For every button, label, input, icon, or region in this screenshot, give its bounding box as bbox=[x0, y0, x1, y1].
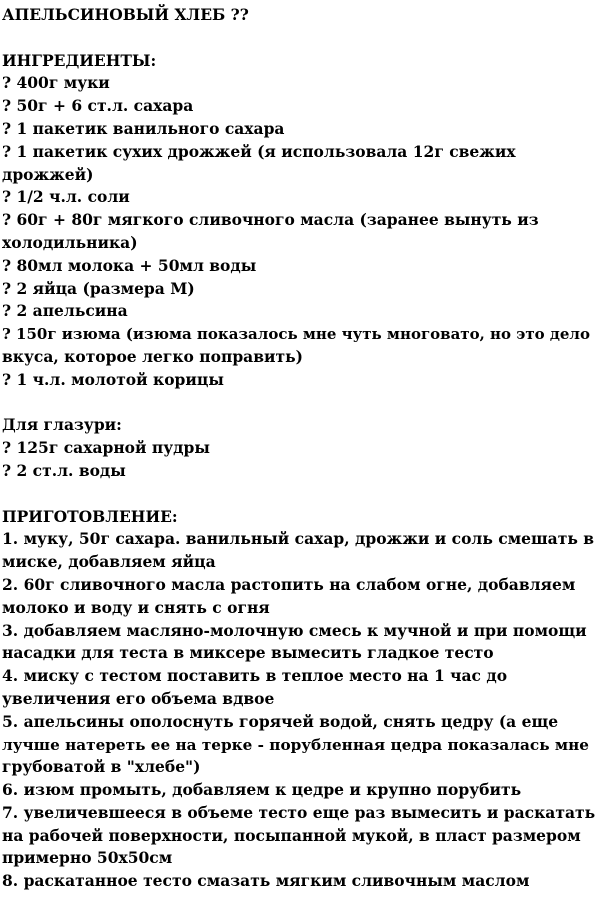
ingredient-line: ? 2 яйца (размера M) bbox=[2, 278, 195, 298]
preparation-line: миске, добавляем яйца bbox=[2, 552, 216, 572]
preparation-line: молоко и воду и снять с огня bbox=[2, 597, 270, 617]
ingredient-line: холодильника) bbox=[2, 232, 138, 252]
ingredient-line: вкуса, которое легко поправить) bbox=[2, 346, 303, 366]
ingredients-heading: ИНГРЕДИЕНТЫ: bbox=[2, 50, 157, 70]
ingredient-line: ? 2 апельсина bbox=[2, 301, 128, 321]
ingredient-line: ? 50г + 6 ст.л. сахара bbox=[2, 96, 194, 116]
preparation-line: 3. добавляем масляно-молочную смесь к мучной и при помощи bbox=[2, 620, 587, 640]
preparation-line: увеличения его объема вдвое bbox=[2, 688, 275, 708]
ingredient-line: ? 80мл молока + 50мл воды bbox=[2, 255, 257, 275]
preparation-line: на рабочей поверхности, посыпанной мукой, в пласт размером bbox=[2, 825, 581, 845]
preparation-line: лучше натереть ее на терке - порубленная цедра показалась мне bbox=[2, 735, 589, 754]
ingredient-line: ? 60г + 80г мягкого сливочного масла (заранее вынуть из bbox=[2, 210, 539, 230]
preparation-line: 7. увеличевшееся в объеме тесто еще раз вымесить и раскатать bbox=[2, 802, 596, 822]
preparation-line: 2. 60г сливочного масла растопить на слабом огне, добавляем bbox=[2, 574, 576, 594]
recipe-title: АПЕЛЬСИНОВЫЙ ХЛЕБ ?? bbox=[2, 5, 249, 24]
ingredient-line: ? 1 пакетик ванильного сахара bbox=[2, 118, 285, 138]
ingredient-line: ? 400г муки bbox=[2, 73, 110, 93]
preparation-line: 6. изюм промыть, добавляем к цедре и крупно порубить bbox=[2, 780, 522, 800]
ingredient-line: ? 1 ч.л. молотой корицы bbox=[2, 369, 224, 389]
preparation-heading: ПРИГОТОВЛЕНИЕ: bbox=[2, 506, 178, 526]
spacer bbox=[2, 27, 597, 50]
ingredient-line: ? 1/2 ч.л. соли bbox=[2, 187, 130, 207]
preparation-line: грубоватой в "хлебе") bbox=[2, 757, 201, 777]
preparation-line: 1. муку, 50г сахара. ванильный сахар, дрожжи и соль смешать в bbox=[2, 529, 595, 549]
ingredient-line: дрожжей) bbox=[2, 164, 94, 184]
glaze-line: ? 125г сахарной пудры bbox=[2, 438, 210, 458]
preparation-line: 4. миску с тестом поставить в теплое место на 1 час до bbox=[2, 666, 508, 686]
ingredient-line: ? 150г изюма (изюма показалось мне чуть многовато, но это дело bbox=[2, 325, 591, 344]
recipe-document bbox=[2, 4, 597, 893]
preparation-line: 8. раскатанное тесто смазать мягким сливочным маслом bbox=[2, 871, 530, 891]
spacer bbox=[2, 483, 597, 506]
preparation-line: 5. апельсины ополоснуть горячей водой, снять цедру (а еще bbox=[2, 711, 559, 731]
spacer bbox=[2, 392, 597, 415]
preparation-line: насадки для теста в миксере вымесить гладкое тесто bbox=[2, 643, 494, 663]
glaze-line: ? 2 ст.л. воды bbox=[2, 460, 126, 480]
preparation-line: примерно 50х50см bbox=[2, 848, 173, 868]
ingredient-line: ? 1 пакетик сухих дрожжей (я использовала 12г свежих bbox=[2, 141, 516, 161]
glaze-heading: Для глазури: bbox=[2, 415, 122, 435]
